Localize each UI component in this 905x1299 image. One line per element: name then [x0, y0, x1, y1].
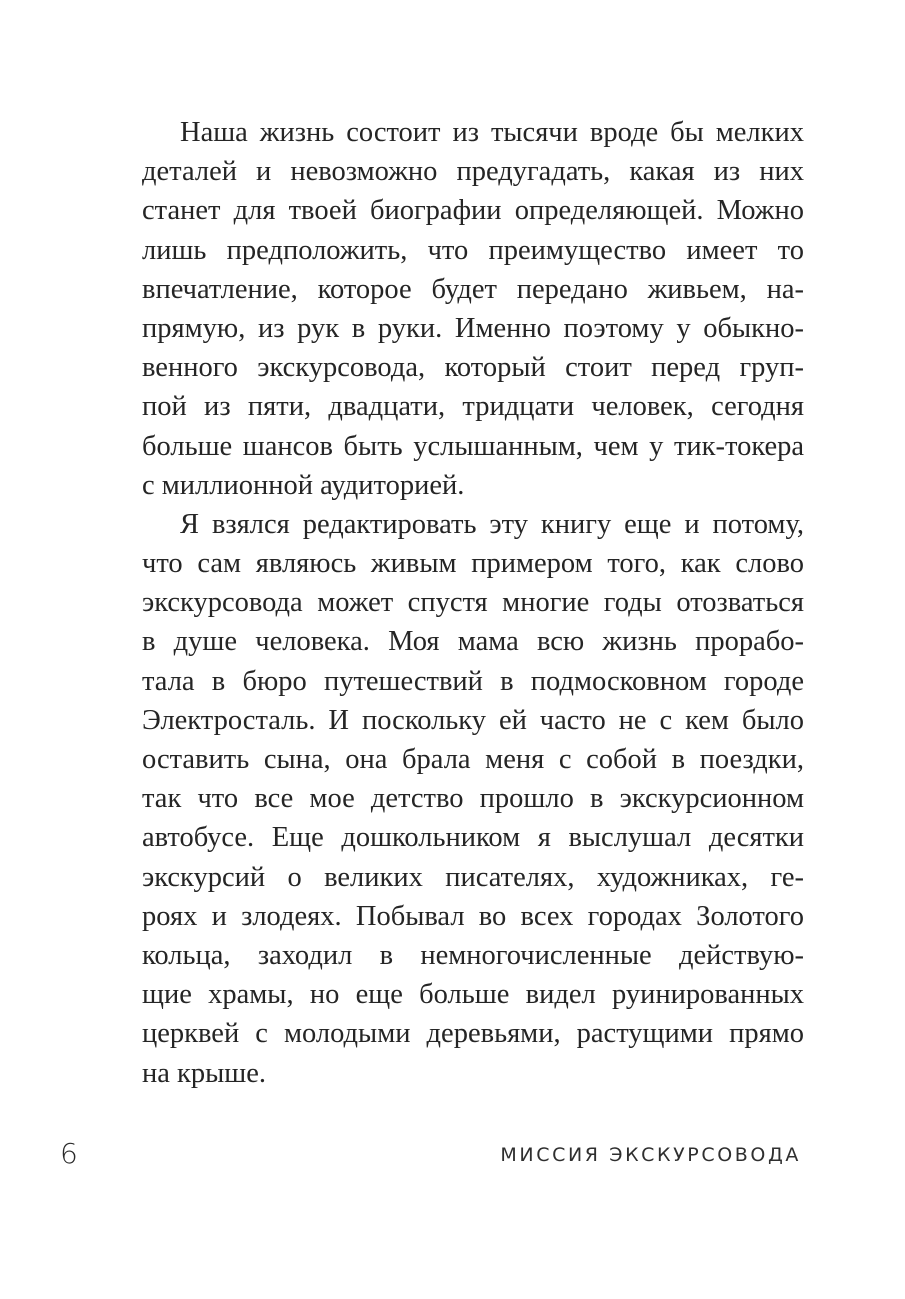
text-line: что сам являюсь живым примером того, как слово — [142, 548, 804, 580]
text-line: Электросталь. И поскольку ей часто не с кем было — [142, 704, 804, 736]
paragraph-1 — [142, 113, 804, 505]
text-line: впечатление, которое будет передано живьем, на- — [142, 273, 804, 305]
text-line: экскурсий о великих писателях, художниках, ге- — [142, 861, 804, 893]
text-line: кольца, заходил в немногочисленные действую- — [142, 939, 804, 971]
text-line: церквей с молодыми деревьями, растущими прямо — [142, 1018, 804, 1050]
text-line: роях и злодеях. Побывал во всех городах Золотого — [142, 900, 804, 932]
text-line: оставить сына, она брала меня с собой в поездки, — [142, 744, 804, 775]
text-line: с миллионной аудиторией. — [142, 469, 465, 501]
running-head: МИССИЯ ЭКСКУРСОВОДА — [500, 1144, 801, 1166]
text-line: больше шансов быть услышанным, чем у тик-токера — [142, 430, 804, 462]
text-line: автобусе. Еще дошкольником я выслушал десятки — [142, 822, 804, 854]
text-line: так что все мое детство прошло в экскурсионном — [142, 783, 804, 815]
page-footer — [0, 1136, 905, 1176]
text-line: на крыше. — [142, 1057, 266, 1089]
text-line: тала в бюро путешествий в подмосковном городе — [142, 665, 804, 697]
text-line: экскурсовода может спустя многие годы отозваться — [142, 587, 804, 619]
text-line: деталей и невозможно предугадать, какая из них — [142, 156, 804, 188]
body-text — [142, 113, 804, 1093]
text-line: станет для твоей биографии определяющей. Можно — [142, 195, 804, 227]
text-line: лишь предположить, что преимущество имеет то — [142, 234, 804, 266]
text-line: в душе человека. Моя мама всю жизнь прорабо- — [142, 626, 804, 658]
page-number: 6 — [60, 1137, 78, 1170]
text-line: Я взялся редактировать эту книгу еще и потому, — [180, 508, 804, 540]
text-line: пой из пяти, двадцати, тридцати человек, сегодня — [142, 391, 804, 423]
text-line: прямую, из рук в руки. Именно поэтому у обыкно- — [142, 312, 804, 344]
text-line: венного экскурсовода, который стоит перед груп- — [142, 352, 804, 384]
paragraph-2 — [142, 505, 804, 1093]
text-line: щие храмы, но еще больше видел руинированных — [142, 979, 804, 1011]
text-line: Наша жизнь состоит из тысячи вроде бы мелких — [180, 117, 804, 148]
